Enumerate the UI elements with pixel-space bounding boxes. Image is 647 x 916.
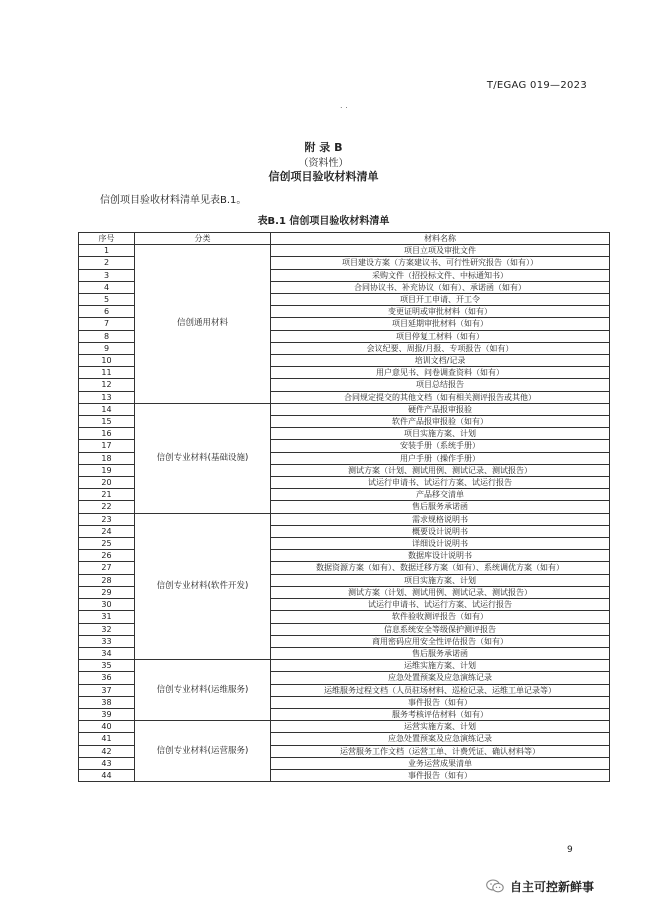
row-index: 10 <box>79 355 135 367</box>
row-material: 采购文件（招投标文件、中标通知书） <box>271 269 610 281</box>
row-material: 商用密码应用安全性评估报告（如有） <box>271 635 610 647</box>
row-material: 数据库设计说明书 <box>271 550 610 562</box>
page-number: 9 <box>567 845 573 855</box>
row-index: 11 <box>79 367 135 379</box>
row-index: 42 <box>79 745 135 757</box>
row-material: 售后服务承诺函 <box>271 647 610 659</box>
row-material: 服务考核评估材料（如有） <box>271 708 610 720</box>
row-index: 22 <box>79 501 135 513</box>
table-row <box>79 721 610 733</box>
row-material: 项目停复工材料（如有） <box>271 330 610 342</box>
row-index: 34 <box>79 647 135 659</box>
row-material: 测试方案（计划、测试用例、测试记录、测试报告） <box>271 586 610 598</box>
row-material: 项目实施方案、计划 <box>271 428 610 440</box>
row-index: 19 <box>79 464 135 476</box>
row-material: 应急处置预案及应急演练记录 <box>271 733 610 745</box>
row-index: 3 <box>79 269 135 281</box>
row-material: 合同协议书、补充协议（如有）、承诺函（如有） <box>271 281 610 293</box>
row-material: 变更证明或审批材料（如有） <box>271 306 610 318</box>
row-index: 6 <box>79 306 135 318</box>
row-material: 安装手册（系统手册） <box>271 440 610 452</box>
row-index: 12 <box>79 379 135 391</box>
row-material: 运营服务工作文档（运营工单、计费凭证、确认材料等） <box>271 745 610 757</box>
row-material: 测试方案（计划、测试用例、测试记录、测试报告） <box>271 464 610 476</box>
appendix-label: 附 录 B <box>304 141 343 154</box>
watermark-account: 自主可控新鲜事 <box>510 880 595 894</box>
row-index: 29 <box>79 586 135 598</box>
row-material: 应急处置预案及应急演练记录 <box>271 672 610 684</box>
row-index: 31 <box>79 611 135 623</box>
row-category: 信创专业材料(软件开发) <box>135 513 271 659</box>
row-material: 用户意见书、问卷调查资料（如有） <box>271 367 610 379</box>
row-material: 产品移交清单 <box>271 489 610 501</box>
row-index: 30 <box>79 599 135 611</box>
row-material: 运营实施方案、计划 <box>271 721 610 733</box>
row-index: 33 <box>79 635 135 647</box>
row-material: 数据资源方案（如有）、数据迁移方案（如有）、系统调优方案（如有） <box>271 562 610 574</box>
row-index: 21 <box>79 489 135 501</box>
row-material: 运维服务过程文档（人员驻场材料、巡检记录、运维工单记录等） <box>271 684 610 696</box>
table-header-row <box>79 233 610 245</box>
row-index: 27 <box>79 562 135 574</box>
page-marks: . . <box>340 101 348 110</box>
row-material: 项目总结报告 <box>271 379 610 391</box>
row-index: 17 <box>79 440 135 452</box>
row-material: 软件验收测评报告（如有） <box>271 611 610 623</box>
table-row <box>79 660 610 672</box>
table-body <box>79 245 610 782</box>
row-material: 事件报告（如有） <box>271 696 610 708</box>
row-category: 信创通用材料 <box>135 245 271 404</box>
row-index: 25 <box>79 538 135 550</box>
row-material: 硬件产品报审报验 <box>271 403 610 415</box>
row-material: 试运行申请书、试运行方案、试运行报告 <box>271 477 610 489</box>
row-material: 概要设计说明书 <box>271 525 610 537</box>
row-index: 32 <box>79 623 135 635</box>
header-material: 材料名称 <box>271 233 610 245</box>
row-material: 软件产品报审报验（如有） <box>271 416 610 428</box>
row-index: 35 <box>79 660 135 672</box>
row-material: 售后服务承诺函 <box>271 501 610 513</box>
row-material: 项目立项及审批文件 <box>271 245 610 257</box>
appendix-nature: （资料性） <box>298 158 349 169</box>
intro-text: 信创项目验收材料清单见表B.1。 <box>100 195 247 206</box>
row-index: 39 <box>79 708 135 720</box>
row-index: 8 <box>79 330 135 342</box>
row-material: 用户手册（操作手册） <box>271 452 610 464</box>
row-index: 16 <box>79 428 135 440</box>
row-material: 培训文档/记录 <box>271 355 610 367</box>
row-index: 18 <box>79 452 135 464</box>
row-category: 信创专业材料(运营服务) <box>135 721 271 782</box>
row-index: 2 <box>79 257 135 269</box>
row-index: 36 <box>79 672 135 684</box>
row-index: 5 <box>79 294 135 306</box>
row-index: 41 <box>79 733 135 745</box>
row-index: 4 <box>79 281 135 293</box>
row-material: 业务运营成果清单 <box>271 757 610 769</box>
row-material: 项目实施方案、计划 <box>271 574 610 586</box>
row-index: 38 <box>79 696 135 708</box>
row-material: 会议纪要、周报/月报、专项报告（如有） <box>271 342 610 354</box>
row-index: 44 <box>79 769 135 781</box>
table-row <box>79 245 610 257</box>
row-material: 需求规格说明书 <box>271 513 610 525</box>
row-index: 14 <box>79 403 135 415</box>
row-index: 24 <box>79 525 135 537</box>
row-index: 26 <box>79 550 135 562</box>
table-caption: 表B.1 信创项目验收材料清单 <box>257 216 390 227</box>
row-material: 试运行申请书、试运行方案、试运行报告 <box>271 599 610 611</box>
row-material: 项目建设方案（方案建议书、可行性研究报告（如有）） <box>271 257 610 269</box>
row-category: 信创专业材料(基础设施) <box>135 403 271 513</box>
row-index: 9 <box>79 342 135 354</box>
appendix-title: 信创项目验收材料清单 <box>268 170 379 183</box>
row-index: 37 <box>79 684 135 696</box>
row-material: 事件报告（如有） <box>271 769 610 781</box>
table-row <box>79 513 610 525</box>
acceptance-materials-table <box>78 232 610 782</box>
row-category: 信创专业材料(运维服务) <box>135 660 271 721</box>
row-index: 40 <box>79 721 135 733</box>
row-index: 23 <box>79 513 135 525</box>
row-index: 1 <box>79 245 135 257</box>
row-material: 项目延期审批材料（如有） <box>271 318 610 330</box>
row-material: 运维实施方案、计划 <box>271 660 610 672</box>
row-index: 13 <box>79 391 135 403</box>
header-index: 序号 <box>79 233 135 245</box>
row-index: 15 <box>79 416 135 428</box>
standard-number: T/EGAG 019—2023 <box>486 80 587 91</box>
table-row <box>79 403 610 415</box>
row-material: 信息系统安全等级保护测评报告 <box>271 623 610 635</box>
row-index: 7 <box>79 318 135 330</box>
wechat-icon <box>486 879 504 893</box>
row-material: 合同规定提交的其他文档（如有相关测评报告或其他） <box>271 391 610 403</box>
row-index: 20 <box>79 477 135 489</box>
row-index: 28 <box>79 574 135 586</box>
row-index: 43 <box>79 757 135 769</box>
row-material: 项目开工申请、开工令 <box>271 294 610 306</box>
row-material: 详细设计说明书 <box>271 538 610 550</box>
header-category: 分类 <box>135 233 271 245</box>
